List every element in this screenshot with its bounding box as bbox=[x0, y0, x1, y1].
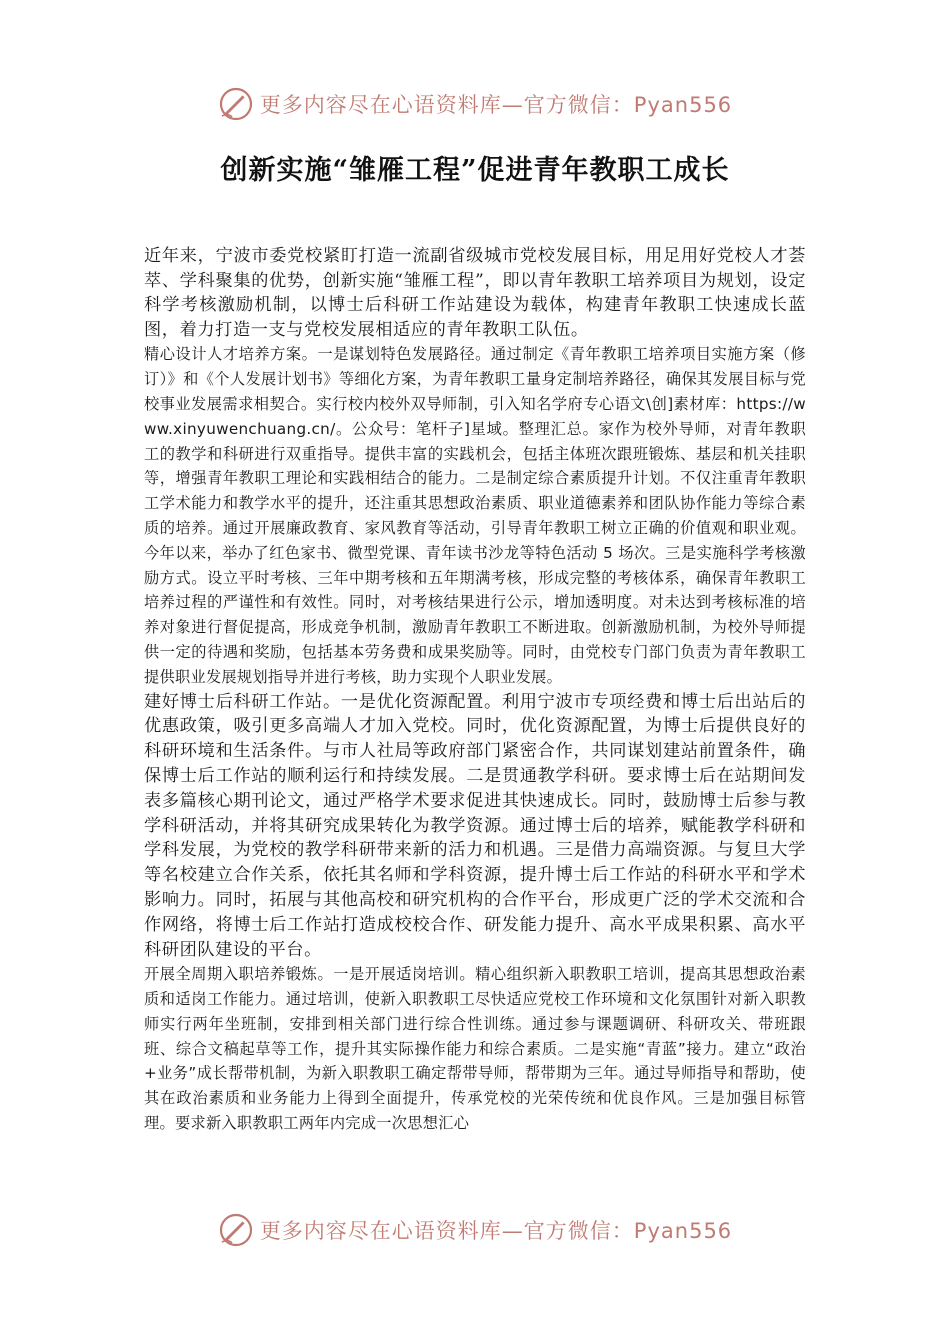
document-title: 创新实施“雏雁工程”促进青年教职工成长 bbox=[220, 155, 730, 186]
document-body bbox=[144, 244, 806, 1136]
header-banner-text: 更多内容尽在心语资料库—官方微信：Pyan556 bbox=[259, 93, 733, 117]
paragraph-intro: 近年来，宁波市委党校紧盯打造一流副省级城市党校发展目标，用足用好党校人才荟萃、学科聚集的优势，创新实施“雏雁工程”，即以青年教职工培养项目为规划，设定科学考核激励机制，以博士后科研工作站建设为载体，构建青年教职工快速成长蓝图，着力打造一支与党校发展相适应的青年教职工队伍。 bbox=[144, 246, 806, 340]
fountain-pen-logo-icon bbox=[218, 1212, 254, 1248]
paragraph-onboarding: 开展全周期入职培养锻炼。一是开展适岗培训。精心组织新入职教职工培训，提高其思想政治素质和适岗工作能力。通过培训，使新入职教职工尽快适应党校工作环境和文化氛围针对新入职教师实行两年坐班制，安排到相关部门进行综合性训练。通过参与课题调研、科研攻关、带班跟班、综合文稿起草等工作，提升其实际操作能力和综合素质。二是实施“青蓝”接力。建立“政治+业务”成长帮带机制，为新入职教职工确定帮带导师，帮带期为三年。通过导师指导和帮助，使其在政治素质和业务能力上得到全面提升，传承党校的光荣传统和优良作风。三是加强目标管理。要求新入职教职工两年内完成一次思想汇心 bbox=[144, 965, 806, 1133]
footer-banner bbox=[0, 1210, 950, 1250]
header-banner bbox=[0, 84, 950, 124]
fountain-pen-logo-icon bbox=[218, 86, 254, 122]
footer-banner-text: 更多内容尽在心语资料库—官方微信：Pyan556 bbox=[259, 1219, 733, 1243]
paragraph-postdoc-station: 建好博士后科研工作站。一是优化资源配置。利用宁波市专项经费和博士后出站后的优惠政策，吸引更多高端人才加入党校。同时，优化资源配置，为博士后提供良好的科研环境和生活条件。与市人社局等政府部门紧密合作，共同谋划建站前置条件，确保博士后工作站的顺利运行和持续发展。二是贯通教学科研。要求博士后在站期间发表多篇核心期刊论文，通过严格学术要求促进其快速成长。同时，鼓励博士后参与教学科研活动，并将其研究成果转化为教学资源。通过博士后的培养，赋能教学科研和学科发展，为党校的教学科研带来新的活力和机遇。三是借力高端资源。与复旦大学等名校建立合作关系，依托其名师和学科资源，提升博士后工作站的科研水平和学术影响力。同时，拓展与其他高校和研究机构的合作平台，形成更广泛的学术交流和合作网络，将博士后工作站打造成校校合作、研发能力提升、高水平成果积累、高水平科研团队建设的平台。 bbox=[144, 691, 806, 960]
paragraph-training-plan: 精心设计人才培养方案。一是谋划特色发展路径。通过制定《青年教职工培养项目实施方案（修订）》和《个人发展计划书》等细化方案，为青年教职工量身定制培养路径，确保其发展目标与党校事业发展需求相契合。实行校内校外双导师制，引入知名学府专心语文\创]素材库：https://www.xinyuwenchuang.cn/。公众号：笔杆子]星域。整理汇总。家作为校外导师，对青年教职工的教学和科研进行双重指导。提供丰富的实践机会，包括主体班次跟班锻炼、基层和机关挂职等，增强青年教职工理论和实践相结合的能力。二是制定综合素质提升计划。不仅注重青年教职工学术能力和教学水平的提升，还注重其思想政治素质、职业道德素养和团队协作能力等综合素质的培养。通过开展廉政教育、家风教育等活动，引导青年教职工树立正确的价值观和职业观。今年以来，举办了红色家书、微型党课、青年读书沙龙等特色活动 5 场次。三是实施科学考核激励方式。设立平时考核、三年中期考核和五年期满考核，形成完整的考核体系，确保青年教职工培养过程的严谨性和有效性。同时，对考核结果进行公示，增加透明度。对未达到考核标准的培养对象进行督促提高，形成竞争机制，激励青年教职工不断进取。创新激励机制，为校外导师提供一定的待遇和奖励，包括基本劳务费和成果奖励等。同时，由党校专门部门负责为青年教职工提供职业发展规划指导并进行考核，助力实现个人职业发展。 bbox=[144, 345, 806, 686]
